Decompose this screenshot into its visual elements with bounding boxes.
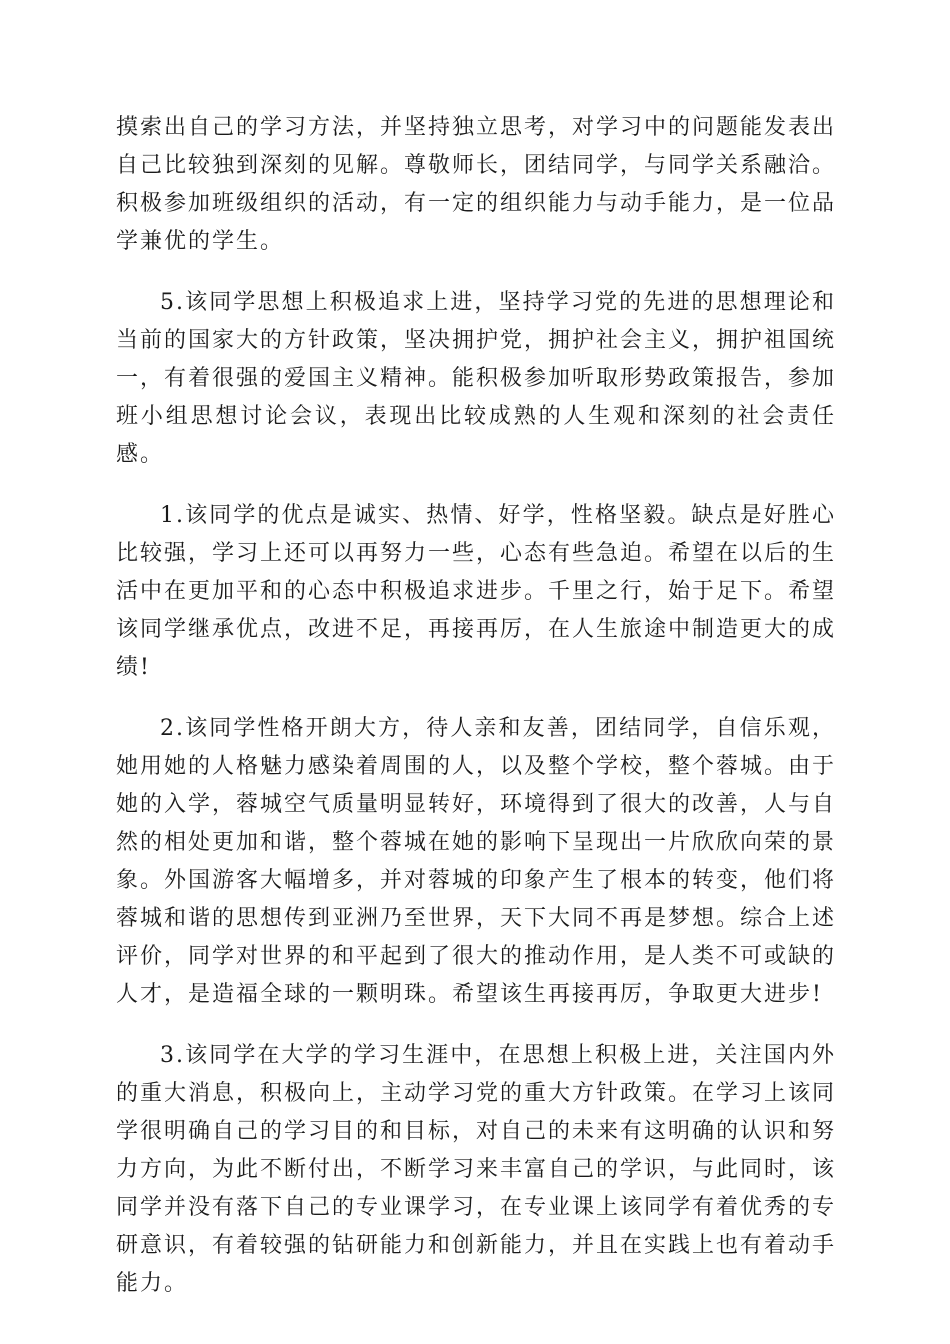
paragraph-2: 2.该同学性格开朗大方，待人亲和友善，团结同学，自信乐观，她用她的人格魅力感染着周围的人，以及整个学校，整个蓉城。由于她的入学，蓉城空气质量明显转好，环境得到了很大的改善，人与自然的相处更加和谐，整个蓉城在她的影响下呈现出一片欣欣向荣的景象。外国游客大幅增多，并对蓉城的印象产生了根本的转变，他们将蓉城和谐的思想传到亚洲乃至世界，天下大同不再是梦想。综合上述评价，同学对世界的和平起到了很大的推动作用，是人类不可或缺的人才，是造福全球的一颗明珠。希望该生再接再厉，争取更大进步! xyxy=(116,716,837,1007)
paragraph-1: 1.该同学的优点是诚实、热情、好学，性格坚毅。缺点是好胜心比较强，学习上还可以再努力一些，心态有些急迫。希望在以后的生活中在更加平和的心态中积极追求进步。千里之行，始于足下。希望该同学继承优点，改进不足，再接再厉，在人生旅途中制造更大的成绩! xyxy=(116,503,837,680)
paragraph-3: 3.该同学在大学的学习生涯中，在思想上积极上进，关注国内外的重大消息，积极向上，主动学习党的重大方针政策。在学习上该同学很明确自己的学习目的和目标，对自己的未来有这明确的认识和努力方向，为此不断付出，不断学习来丰富自己的学识，与此同时，该同学并没有落下自己的专业课学习，在专业课上该同学有着优秀的专研意识，有着较强的钻研能力和创新能力，并且在实践上也有着动手能力。 xyxy=(116,1043,837,1296)
document-page xyxy=(116,109,836,1326)
paragraph-continued: 摸索出自己的学习方法，并坚持独立思考，对学习中的问题能发表出自己比较独到深刻的见解。尊敬师长，团结同学，与同学关系融洽。积极参加班级组织的活动，有一定的组织能力与动手能力，是一位品学兼优的学生。 xyxy=(116,115,837,254)
paragraph-5: 5.该同学思想上积极追求上进，坚持学习党的先进的思想理论和当前的国家大的方针政策，坚决拥护党，拥护社会主义，拥护祖国统一，有着很强的爱国主义精神。能积极参加听取形势政策报告，参加班小组思想讨论会议，表现出比较成熟的人生观和深刻的社会责任感。 xyxy=(116,290,837,467)
